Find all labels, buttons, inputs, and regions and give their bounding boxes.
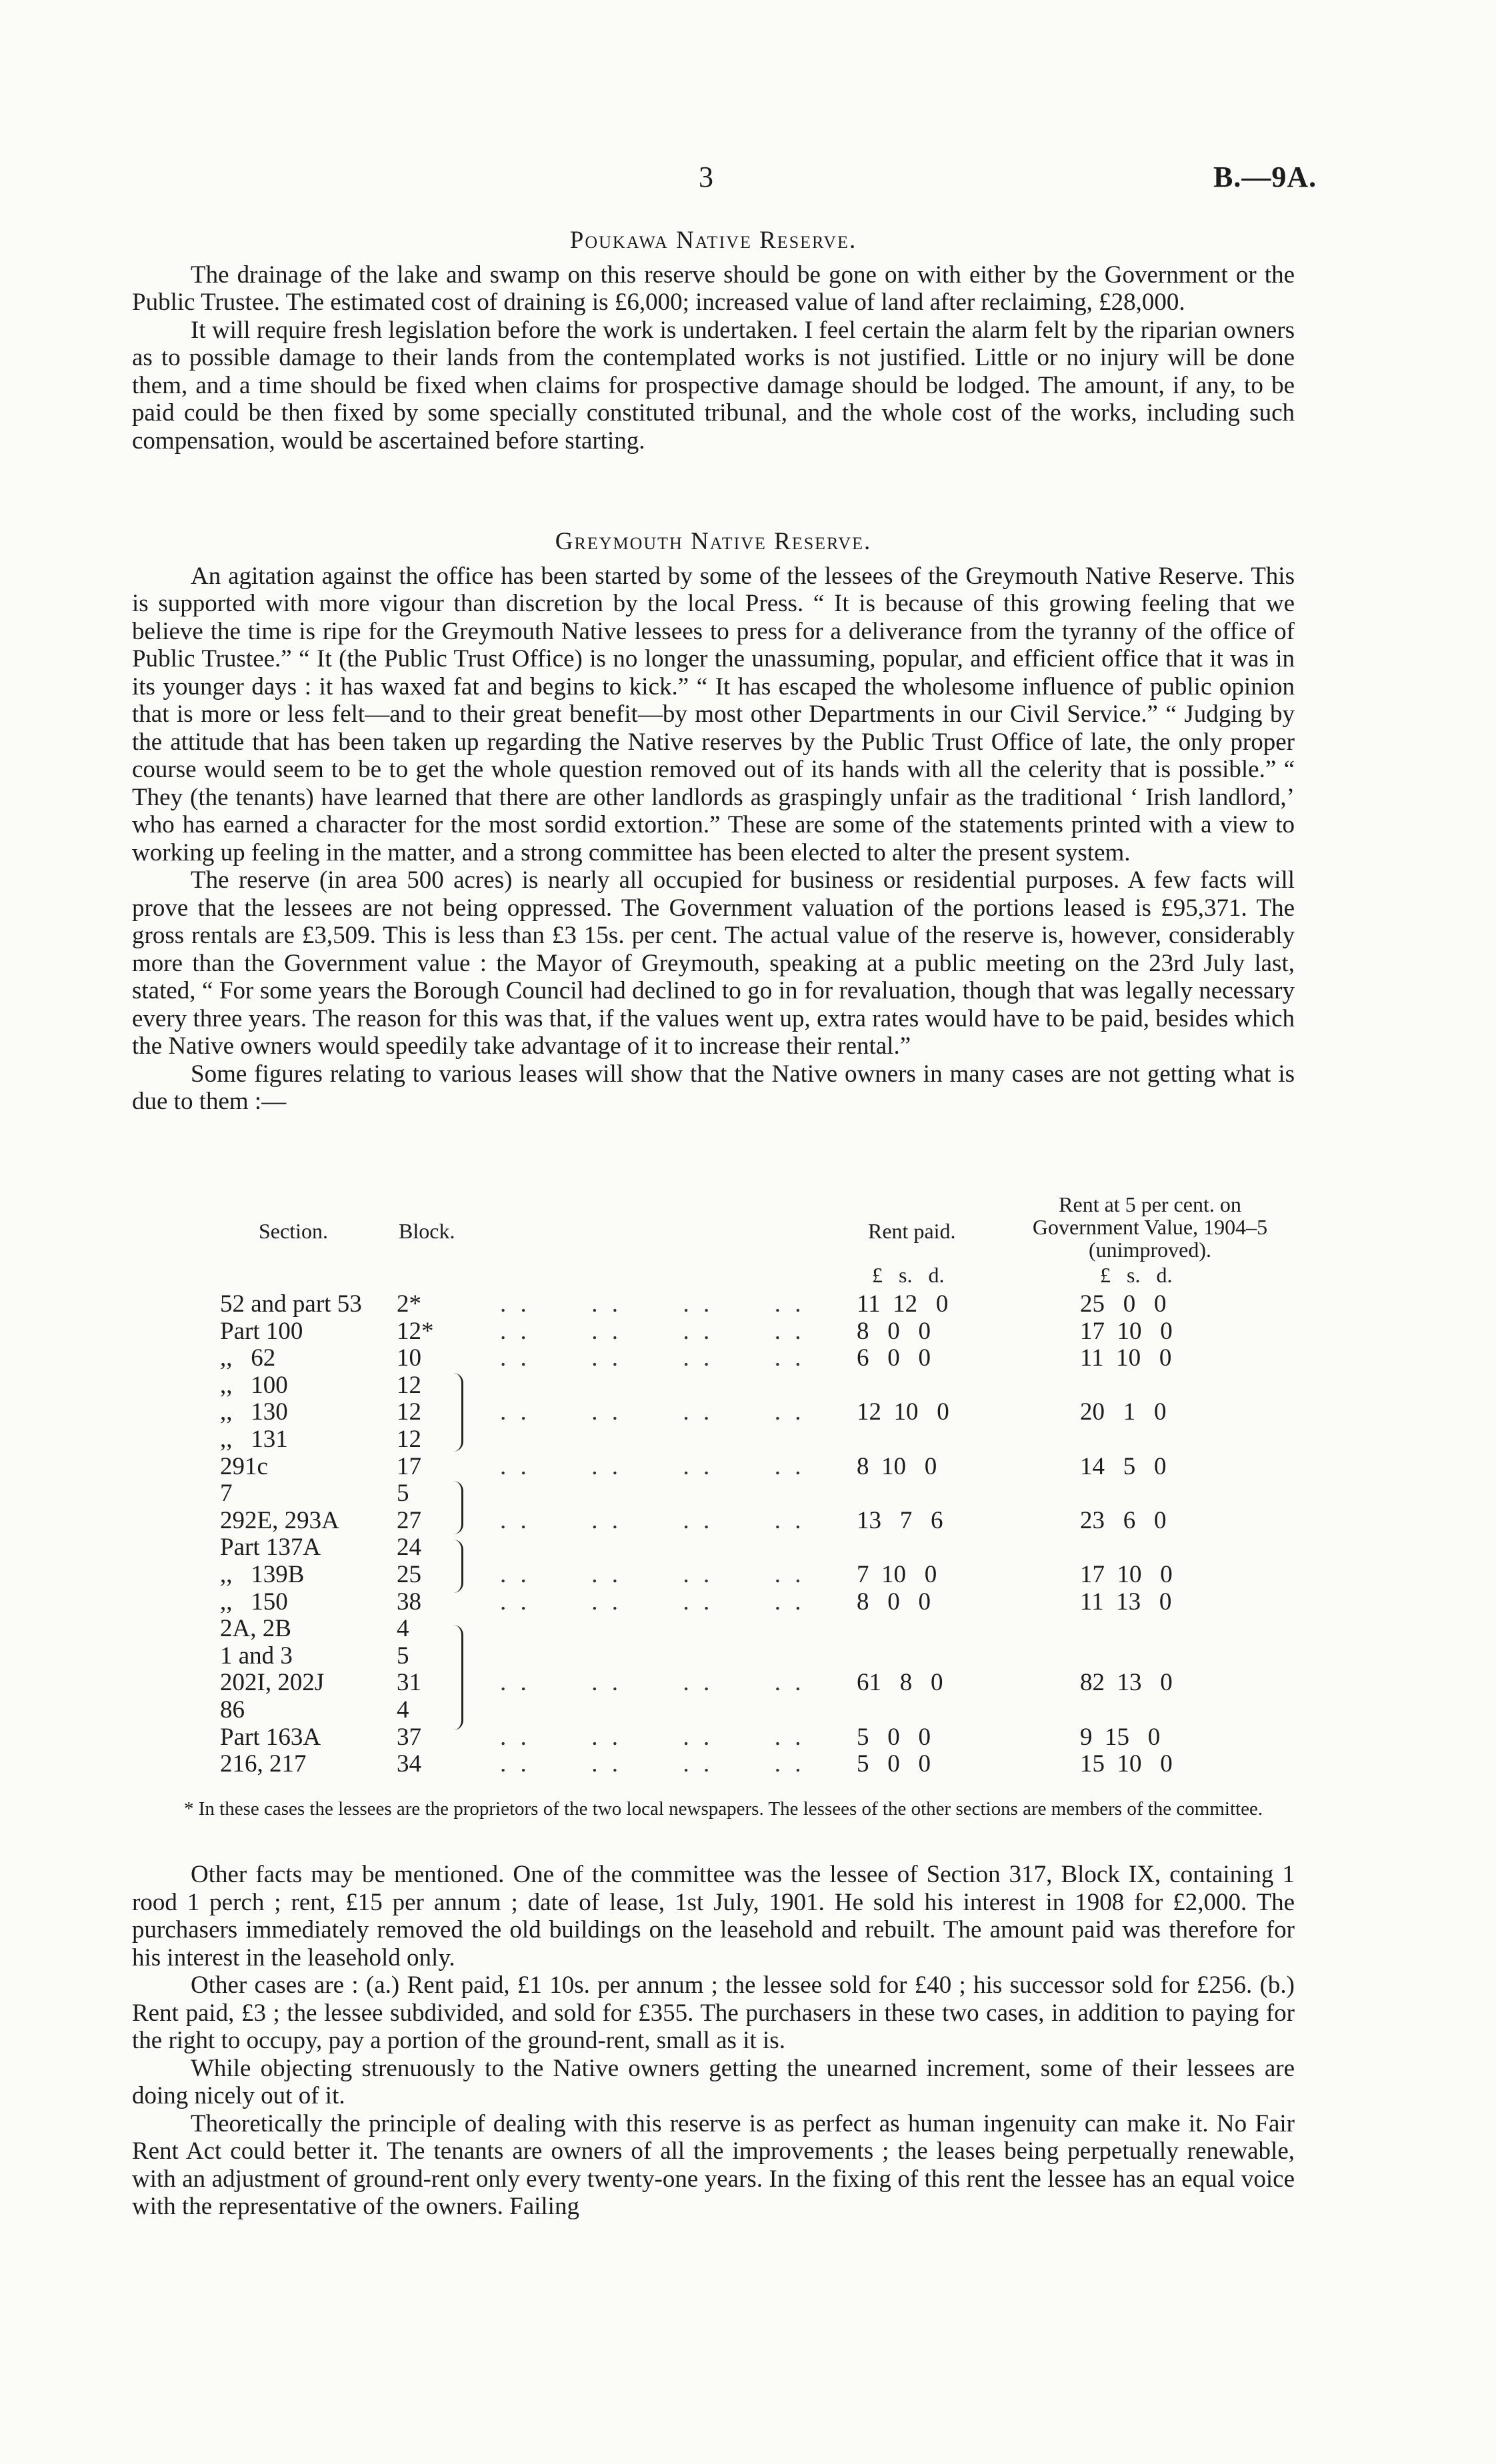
block-cell: 12 [397,1371,421,1399]
paragraph: Theoretically the principle of dealing with this reserve is as perfect as human ingenuity can make it. No Fair Rent Act could better it. The tenants are owners of all the improvements ; the leases being perpetually renewable, with an adjustment of ground-rent only every twenty-one years. In the fixing of this rent the lessee has an equal voice with the representative of the owners. Failing [132,2109,1295,2220]
paragraph: The reserve (in area 500 acres) is nearly all occupied for business or residential purposes. A few facts will prove that the lessees are not being oppressed. The Government valuation of the portions leased is £95,371. The gross rentals are £3,509. This is less than £3 15s. per cent. The actual value of the reserve is, however, considerably more than the Government value : the Mayor of Greymouth, speaking at a public meeting on the 23rd July last, stated, “ For some years the Borough Council had declined to go in for revaluation, though that was legally necessary every three years. The reason for this was that, if the values went up, extra rates would have to be paid, besides which the Native owners would speedily take advantage of it to increase their rental.” [132,866,1295,1060]
section-cell: ,, 150 [220,1588,288,1616]
rent-paid-cell: 8 0 0 [857,1588,931,1616]
table-row [220,1317,1220,1344]
leader-dots: . . . . . . . . [500,1398,805,1426]
rent-paid-cell: 11 12 0 [857,1290,949,1318]
rent-paid-cell: 8 10 0 [857,1452,937,1480]
table-row [220,1425,1220,1452]
gov-value-cell: 14 5 0 [1080,1452,1167,1480]
block-cell: 12 [397,1426,421,1453]
block-cell: 5 [397,1480,409,1508]
paragraph: Other facts may be mentioned. One of the committee was the lessee of Section 317, Block IX, containing 1 rood 1 perch ; rent, £15 per annum ; date of lease, 1st July, 1901. He sold his interest in 1908 for £2,000. The purchasers immediately removed the old buildings on the leasehold and rebuilt. The amount paid was therefore for his interest in the leasehold only. [132,1861,1295,1971]
units-gov-value: £ s. d. [1100,1263,1173,1287]
section-cell: 291c [220,1452,268,1480]
leader-dots: . . . . . . . . [500,1344,805,1372]
rent-paid-cell: 6 0 0 [857,1344,931,1372]
block-cell: 5 [397,1642,409,1670]
section-cell: 52 and part 53 [220,1290,362,1318]
leader-dots: . . . . . . . . [500,1561,805,1588]
rent-paid-cell: 8 0 0 [857,1317,931,1345]
gov-value-cell: 11 10 0 [1080,1344,1172,1372]
paragraph: It will require fresh legislation before the work is undertaken. I feel certain the alarm felt by the riparian owners as to possible damage to their lands from the contemplated works is not justified. Little or no injury will be done them, and a time should be fixed when claims for prospective damage should be lodged. The amount, if any, to be paid could be then fixed by some specially constituted tribunal, and the whole cost of the works, including such compensation, would be ascertained before starting. [132,316,1295,455]
section-cell: ,, 139B [220,1561,305,1588]
section-cell: 1 and 3 [220,1642,293,1670]
block-cell: 38 [397,1588,421,1616]
table-row [220,1398,1220,1424]
footnote-text: * In these cases the lessees are the proprietors of the two local newspapers. The lessees of the other sections are members of the committee. [184,1798,1263,1820]
table-row [220,1452,1220,1479]
table-footnote [132,1798,1295,1820]
col-header-gov-value-line3: (unimproved). [1089,1238,1211,1262]
table-row [220,1371,1220,1398]
table-row [220,1290,1220,1316]
table-row [220,1642,1220,1668]
section-cell: ,, 131 [220,1426,288,1453]
col-header-block: Block. [399,1219,455,1243]
table-row [220,1696,1220,1722]
brace-bracket [453,1481,463,1534]
table-row [220,1344,1220,1370]
block-cell: 27 [397,1506,421,1534]
units-rent-paid: £ s. d. [872,1263,945,1287]
gov-value-cell: 82 13 0 [1080,1669,1173,1697]
table-row [220,1723,1220,1750]
paragraph: An agitation against the office has been started by some of the lessees of the Greymouth Native Reserve. This is supported with more vigour than discretion by the local Press. “ It is because of this growing feeling that we believe the time is ripe for the Greymouth Native lessees to press for a deliverance from the tyranny of the office of Public Trustee.” “ It (the Public Trust Office) is no longer the unassuming, popular, and efficient office that it was in its younger days : it has waxed fat and begins to kick.” “ It has escaped the wholesome influence of public opinion that is more or less felt—and to their great benefit—by most other Departments in our Civil Service.” “ Judging by the attitude that has been taken up regarding the Native reserves by the Public Trust Office of late, the only proper course would seem to be to get the whole question removed out of its hands with all the celerity that is possible.” “ They (the tenants) have learned that there are other landlords as graspingly unfair as the traditional ‘ Irish landlord,’ who has earned a character for the most sordid extortion.” These are some of the statements printed with a view to working up feeling in the matter, and a strong committee has been elected to alter the present system. [132,562,1295,866]
rent-paid-cell: 5 0 0 [857,1723,931,1751]
leader-dots: . . . . . . . . [500,1723,805,1751]
leader-dots: . . . . . . . . [500,1317,805,1345]
brace-bracket [453,1540,463,1593]
block-cell: 4 [397,1615,409,1643]
table-row [220,1614,1220,1641]
leader-dots: . . . . . . . . [500,1588,805,1616]
block-cell: 12* [397,1317,434,1345]
col-header-gov-value-line1: Rent at 5 per cent. on [1059,1192,1241,1216]
gov-value-cell: 17 10 0 [1080,1317,1173,1345]
table-row [220,1506,1220,1533]
section-cell: 292E, 293A [220,1506,339,1534]
block-cell: 25 [397,1561,421,1588]
section-cell: ,, 100 [220,1371,288,1399]
gov-value-cell: 17 10 0 [1080,1561,1173,1588]
page-number: 3 [699,161,713,193]
table-row [220,1479,1220,1506]
section-heading: Greymouth Native Reserve. [555,528,872,555]
rent-paid-cell: 7 10 0 [857,1561,937,1588]
gov-value-cell: 15 10 0 [1080,1750,1173,1778]
brace-bracket [453,1373,463,1452]
table-row [220,1588,1220,1614]
paragraph: Other cases are : (a.) Rent paid, £1 10s. per annum ; the lessee sold for £40 ; his successor sold for £256. (b.) Rent paid, £3 ; the lessee subdivided, and sold for £355. The purchasers in these two cases, in addition to paying for the right to occupy, pay a portion of the ground-rent, small as it is. [132,1971,1295,2054]
gov-value-cell: 23 6 0 [1080,1506,1167,1534]
greymouth-section [132,528,1295,1116]
section-heading: Poukawa Native Reserve. [569,227,857,254]
gov-value-cell: 9 15 0 [1080,1723,1161,1751]
table-row [220,1533,1220,1560]
rent-paid-cell: 5 0 0 [857,1750,931,1778]
section-cell: 86 [220,1696,245,1724]
paragraph: The drainage of the lake and swamp on this reserve should be gone on with either by the Government or the Public Trustee. The estimated cost of draining is £6,000; increased value of land after reclaiming, £28,000. [132,261,1295,316]
leader-dots: . . . . . . . . [500,1290,805,1318]
paragraph: While objecting strenuously to the Native owners getting the unearned increment, some of their lessees are doing nicely out of it. [132,2054,1295,2109]
leader-dots: . . . . . . . . [500,1669,805,1697]
rent-paid-cell: 61 8 0 [857,1669,943,1697]
block-cell: 37 [397,1723,421,1751]
col-header-gov-value [1010,1193,1290,1261]
block-cell: 34 [397,1750,421,1778]
col-header-section: Section. [259,1219,328,1243]
col-header-rent-paid: Rent paid. [868,1219,956,1243]
section-cell: 2A, 2B [220,1615,291,1643]
block-cell: 10 [397,1344,421,1372]
block-cell: 4 [397,1696,409,1724]
block-cell: 24 [397,1534,421,1562]
section-cell: 216, 217 [220,1750,307,1778]
poukawa-section [132,227,1295,455]
section-cell: 202I, 202J [220,1669,325,1697]
paragraph: Some figures relating to various leases will show that the Native owners in many cases are not getting what is due to them :— [132,1060,1295,1115]
gov-value-cell: 25 0 0 [1080,1290,1167,1318]
closing-section [132,1861,1295,2221]
section-cell: Part 100 [220,1317,303,1345]
section-cell: ,, 62 [220,1344,276,1372]
col-header-gov-value-line2: Government Value, 1904–5 [1032,1215,1268,1239]
brace-bracket [453,1625,463,1730]
leader-dots: . . . . . . . . [500,1750,805,1778]
leader-dots: . . . . . . . . [500,1452,805,1480]
section-cell: Part 137A [220,1534,321,1562]
table-row [220,1750,1220,1776]
block-cell: 2* [397,1290,421,1318]
block-cell: 17 [397,1452,421,1480]
leader-dots: . . . . . . . . [500,1506,805,1534]
block-cell: 12 [397,1398,421,1426]
table-row [220,1560,1220,1587]
document-reference: B.—9A. [1213,161,1317,193]
gov-value-cell: 11 13 0 [1080,1588,1172,1616]
block-cell: 31 [397,1669,421,1697]
section-cell: 7 [220,1480,233,1508]
gov-value-cell: 20 1 0 [1080,1398,1167,1426]
table-row [220,1668,1220,1695]
rent-paid-cell: 13 7 6 [857,1506,943,1534]
section-cell: Part 163A [220,1723,321,1751]
section-cell: ,, 130 [220,1398,288,1426]
rent-paid-cell: 12 10 0 [857,1398,949,1426]
